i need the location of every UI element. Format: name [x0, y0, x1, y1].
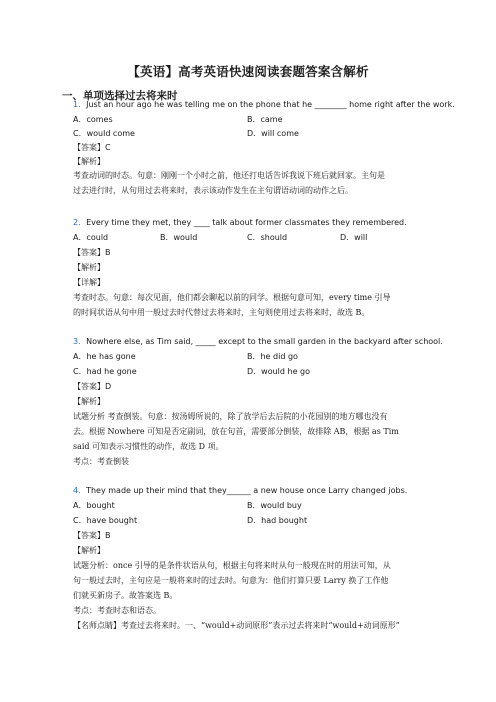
option-d: D．will [340, 233, 368, 242]
analysis-label: 【解析】 [73, 157, 105, 166]
option-c: C．should [247, 233, 288, 242]
analysis-line: 试题分析：once 引导的是条件状语从句，根据主句将来时从句一般现在时的用法可知，从 [73, 561, 391, 570]
answer-label: 【答案】B [73, 248, 111, 257]
question-2 [73, 218, 407, 228]
answer-label: 【答案】B [73, 531, 111, 540]
analysis-line: 们就买新房子。故答案选 B。 [73, 591, 178, 600]
option-d: D．would he go [247, 367, 311, 376]
option-a: A．could [73, 233, 109, 242]
question-3 [73, 337, 443, 347]
option-b: B．came [247, 115, 283, 124]
question-number: 3． [73, 337, 87, 346]
option-b: B．would buy [247, 501, 302, 510]
option-b: B．would [160, 233, 198, 242]
option-a: A．he has gone [73, 352, 136, 361]
option-c: C．would come [73, 129, 135, 138]
analysis-line: 去。根据 Nowhere 可知是否定副词，放在句首，需要部分倒装，故排除 AB，根据 as Tim [73, 427, 399, 436]
analysis-line: 考查动词的时态。句意：刚刚一个小时之前，他还打电话告诉我说下班后就回家。主句是 [73, 171, 385, 180]
option-d: D．will come [247, 129, 299, 138]
tip-line: 【名师点睛】考查过去将来时。一、“would+动词原形”表示过去将来时“would+动词原形” [73, 621, 400, 630]
question-text: Just an hour ago he was telling me on the phone that he ________ home right after the work. [86, 100, 455, 109]
option-d: D．had bought [247, 516, 308, 525]
point-label: 考点：考查时态和语态。 [73, 606, 161, 615]
option-b: B．he did go [247, 352, 298, 361]
question-text: Nowhere else, as Tim said, _____ except to the small garden in the backyard after school. [86, 337, 443, 346]
question-text: Every time they met, they ____ talk about former classmates they remembered. [86, 218, 407, 227]
analysis-line: 句一般过去时，主句应是一般将来时的过去时。句意为：他们打算只要 Larry 换了工作他 [73, 576, 389, 585]
answer-label: 【答案】D [73, 382, 112, 391]
question-number: 4． [73, 486, 87, 495]
option-a: A．comes [73, 115, 113, 124]
analysis-line: said 可知表示习惯性的动作，故选 D 项。 [73, 442, 224, 451]
question-number: 2． [73, 218, 87, 227]
point-label: 考点：考查倒装 [73, 457, 129, 466]
page-title: 【英语】高考英语快速阅读套题答案含解析 [127, 64, 369, 79]
analysis-label: 【解析】 [73, 546, 105, 555]
answer-label: 【答案】C [73, 143, 111, 152]
analysis-line: 的时间状语从句中用一般过去时代替过去将来时，主句则使用过去将来时，故选 B。 [73, 308, 370, 317]
analysis-line: 试题分析 考查倒装。句意：按汤姆所说的，除了放学后去后院的小花园别的地方哪也没有 [73, 412, 388, 421]
question-1 [73, 100, 455, 110]
detail-label: 【详解】 [73, 278, 105, 287]
analysis-line: 过去进行时，从句用过去将来时，表示该动作发生在主句谓语动词的动作之后。 [73, 186, 353, 195]
option-c: C．had he gone [73, 367, 137, 376]
analysis-label: 【解析】 [73, 263, 105, 272]
question-4 [73, 486, 407, 496]
section-heading: 一、单项选择过去将来时 [62, 90, 178, 102]
question-number: 1． [73, 100, 87, 109]
analysis-line: 考查时态。句意：每次见面，他们都会聊起以前的同学。根据句意可知，every time 引导 [73, 293, 391, 302]
option-a: A．bought [73, 501, 115, 510]
option-c: C．have bought [73, 516, 138, 525]
question-text: They made up their mind that they______ a new house once Larry changed jobs. [86, 486, 408, 495]
analysis-label: 【解析】 [73, 397, 105, 406]
